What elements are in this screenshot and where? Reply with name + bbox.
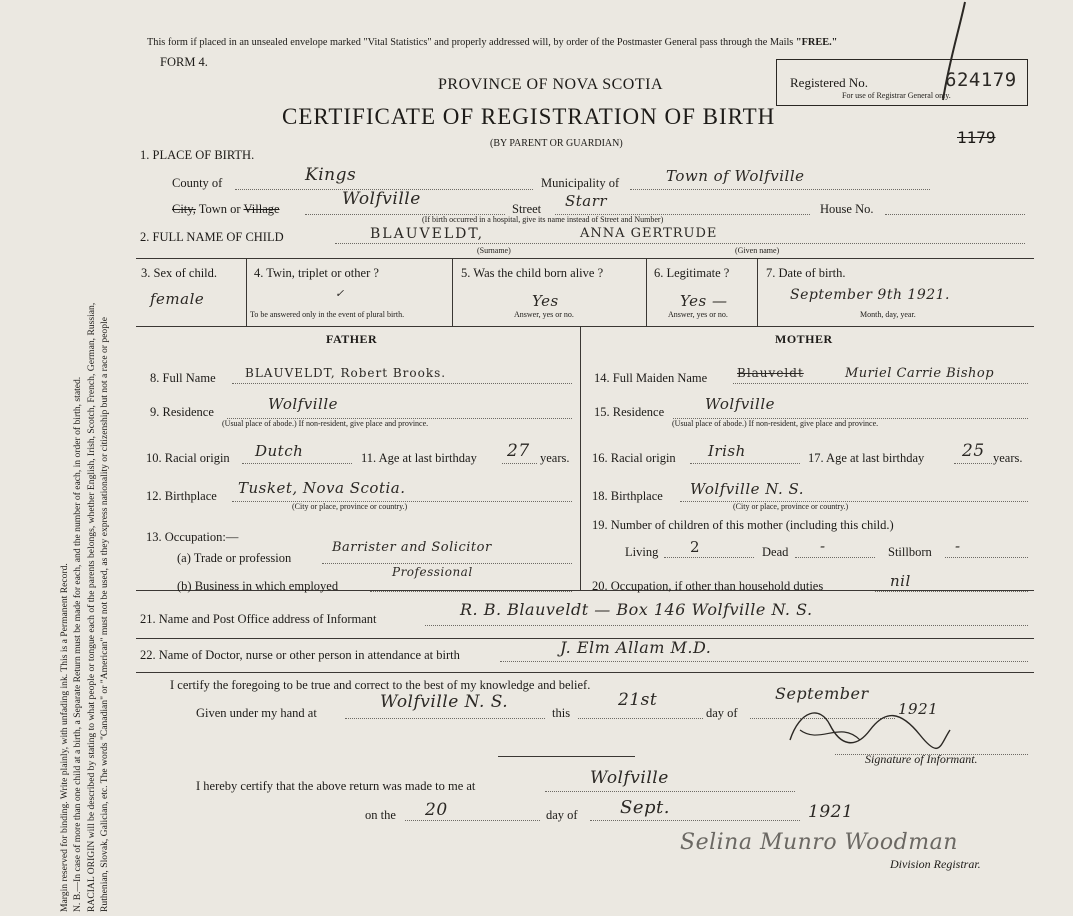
municipality-value: Town of Wolfville bbox=[666, 167, 805, 185]
mother-occupation-value: nil bbox=[890, 572, 911, 590]
father-age-label: 11. Age at last birthday bbox=[361, 451, 477, 465]
informant-value: R. B. Blauveldt — Box 146 Wolfville N. S. bbox=[460, 600, 813, 619]
stillborn-value: - bbox=[955, 537, 961, 555]
father-racial-label: 10. Racial origin bbox=[146, 451, 230, 465]
father-heading: FATHER bbox=[326, 332, 378, 346]
division-registrar-caption: Division Registrar. bbox=[890, 857, 981, 871]
page-subtitle: (BY PARENT OR GUARDIAN) bbox=[490, 138, 623, 149]
postal-notice: This form if placed in an unsealed envelope marked "Vital Statistics" and properly addressed will, by order of the Postmaster General pass through the Mails "FREE." bbox=[147, 37, 838, 48]
mother-residence-value: Wolfville bbox=[705, 395, 776, 413]
informant-label: 21. Name and Post Office address of Informant bbox=[140, 612, 377, 626]
registrar-use-note: For use of Registrar General only. bbox=[842, 91, 951, 100]
day-of-label: day of bbox=[706, 706, 738, 720]
mother-residence-label: 15. Residence bbox=[594, 405, 665, 419]
father-trade-value: Barrister and Solicitor bbox=[332, 540, 492, 555]
registration-box bbox=[776, 59, 1028, 106]
legitimate-note: Answer, yes or no. bbox=[668, 310, 728, 319]
dead-value: - bbox=[820, 537, 826, 555]
given-under-label: Given under my hand at bbox=[196, 706, 317, 720]
father-racial-value: Dutch bbox=[255, 442, 304, 460]
registrar-statement: I hereby certify that the above return was made to me at bbox=[196, 779, 476, 793]
children-count-label: 19. Number of children of this mother (including this child.) bbox=[592, 518, 894, 532]
margin-line: N. B.—In case of more than one child at a birth, a Separate Return must be made for each, and the number of each, in order of birth, stated. bbox=[72, 376, 84, 912]
surname-caption: (Surname) bbox=[477, 246, 511, 255]
birth-date-label: 7. Date of birth. bbox=[766, 266, 846, 280]
mother-heading: MOTHER bbox=[775, 332, 833, 346]
given-month-value: September bbox=[775, 684, 869, 703]
house-number-label: House No. bbox=[820, 202, 874, 216]
birth-date-note: Month, day, year. bbox=[860, 310, 916, 319]
legitimate-value: Yes — bbox=[680, 292, 728, 310]
mother-racial-label: 16. Racial origin bbox=[592, 451, 676, 465]
margin-line: Ruthenian, Slovak, Galician, etc. The words "Canadian" or "American" must not be used, as they express nationality or citizenship but not a race or people bbox=[99, 317, 111, 912]
legitimate-label: 6. Legitimate ? bbox=[654, 266, 730, 280]
mother-name-struck: Blauveldt bbox=[737, 366, 804, 380]
father-residence-label: 9. Residence bbox=[150, 405, 214, 419]
street-value: Starr bbox=[565, 192, 608, 210]
municipality-label: Municipality of bbox=[541, 176, 620, 190]
mother-occupation-label: 20. Occupation, if other than household duties bbox=[592, 579, 824, 593]
father-name-label: 8. Full Name bbox=[150, 371, 216, 385]
sex-value: female bbox=[150, 290, 205, 308]
mother-years-label: years. bbox=[993, 451, 1023, 465]
father-business-value: Professional bbox=[392, 565, 473, 579]
twin-value: ✓ bbox=[335, 287, 345, 300]
mother-birthplace-note: (City or place, province or country.) bbox=[733, 502, 849, 511]
father-age-value: 27 bbox=[507, 441, 530, 461]
registrar-day-value: 20 bbox=[425, 800, 448, 820]
twin-label: 4. Twin, triplet or other ? bbox=[254, 266, 379, 280]
given-name-caption: (Given name) bbox=[735, 246, 780, 255]
stillborn-label: Stillborn bbox=[888, 545, 932, 559]
father-occupation-label: 13. Occupation:— bbox=[146, 530, 239, 544]
pen-stroke-mark bbox=[935, 0, 975, 105]
town-value: Wolfville bbox=[342, 189, 421, 209]
doctor-label: 22. Name of Doctor, nurse or other person in attendance at birth bbox=[140, 648, 460, 662]
sex-label: 3. Sex of child. bbox=[141, 266, 218, 280]
margin-line: Margin reserved for binding. Write plainly, with unfading ink. This is a Permanent Record. bbox=[59, 563, 70, 912]
registered-label: Registered No. bbox=[790, 75, 868, 90]
born-alive-note: Answer, yes or no. bbox=[514, 310, 574, 319]
doctor-value: J. Elm Allam M.D. bbox=[560, 638, 712, 657]
mother-racial-value: Irish bbox=[708, 442, 746, 460]
father-birthplace-value: Tusket, Nova Scotia. bbox=[238, 479, 406, 497]
child-surname-value: BLAUVELDT, bbox=[370, 226, 485, 242]
mother-name-value: Muriel Carrie Bishop bbox=[845, 366, 995, 381]
registrar-place-value: Wolfville bbox=[590, 768, 669, 788]
mother-age-value: 25 bbox=[962, 441, 985, 461]
birth-date-value: September 9th 1921. bbox=[790, 287, 950, 303]
registrar-month-value: Sept. bbox=[620, 797, 670, 818]
living-label: Living bbox=[625, 545, 659, 559]
mother-age-label: 17. Age at last birthday bbox=[808, 451, 925, 465]
mother-birthplace-value: Wolfville N. S. bbox=[690, 480, 805, 498]
father-business-label: (b) Business in which employed bbox=[177, 579, 339, 593]
mother-name-label: 14. Full Maiden Name bbox=[594, 371, 708, 385]
county-value: Kings bbox=[305, 165, 357, 185]
city-town-label: City, Town or Village bbox=[172, 202, 280, 216]
father-residence-note: (Usual place of abode.) If non-resident, give place and province. bbox=[222, 419, 429, 428]
father-name-value: BLAUVELDT, Robert Brooks. bbox=[245, 366, 447, 380]
given-place-value: Wolfville N. S. bbox=[380, 692, 509, 712]
father-residence-value: Wolfville bbox=[268, 395, 339, 413]
form-number: FORM 4. bbox=[160, 55, 208, 69]
registered-number: 624179 bbox=[945, 69, 1017, 91]
margin-line: RACIAL ORIGIN will be described by stating to what people or tongue each of the parents belongs, whether English, Irish, Scotch, French, German, Russian, bbox=[85, 302, 97, 912]
struck-old-number: 1179 bbox=[957, 128, 996, 147]
father-birthplace-note: (City or place, province or country.) bbox=[292, 502, 408, 511]
given-day-value: 21st bbox=[618, 690, 658, 710]
province-heading: PROVINCE OF NOVA SCOTIA bbox=[438, 76, 664, 93]
mother-birthplace-label: 18. Birthplace bbox=[592, 489, 663, 503]
street-label: Street bbox=[512, 202, 542, 216]
twin-note: To be answered only in the event of plural birth. bbox=[250, 310, 405, 319]
place-of-birth-label: 1. PLACE OF BIRTH. bbox=[140, 148, 255, 162]
informant-signature-caption: Signature of Informant. bbox=[865, 752, 978, 766]
registrar-year-value: 1921 bbox=[808, 802, 854, 822]
child-given-name-value: ANNA GERTRUDE bbox=[580, 226, 718, 241]
registrar-day-of-label: day of bbox=[546, 808, 578, 822]
on-the-label: on the bbox=[365, 808, 396, 822]
margin-instructions bbox=[58, 50, 144, 912]
born-alive-label: 5. Was the child born alive ? bbox=[461, 266, 604, 280]
page-title: CERTIFICATE OF REGISTRATION OF BIRTH bbox=[282, 104, 776, 129]
this-label: this bbox=[552, 706, 571, 720]
informant-signature bbox=[760, 690, 960, 760]
living-value: 2 bbox=[690, 538, 701, 556]
county-label: County of bbox=[172, 176, 223, 190]
hospital-note: (If birth occurred in a hospital, give its name instead of Street and Number) bbox=[422, 215, 664, 224]
father-trade-label: (a) Trade or profession bbox=[177, 551, 292, 565]
given-year-value: 1921 bbox=[898, 700, 939, 718]
father-years-label: years. bbox=[540, 451, 570, 465]
registrar-signature: Selina Munro Woodman bbox=[680, 830, 958, 855]
dead-label: Dead bbox=[762, 545, 789, 559]
certify-statement: I certify the foregoing to be true and correct to the best of my knowledge and belief. bbox=[170, 678, 591, 692]
born-alive-value: Yes bbox=[532, 292, 559, 310]
mother-residence-note: (Usual place of abode.) If non-resident, give place and province. bbox=[672, 419, 879, 428]
father-birthplace-label: 12. Birthplace bbox=[146, 489, 217, 503]
child-name-label: 2. FULL NAME OF CHILD bbox=[140, 230, 284, 244]
